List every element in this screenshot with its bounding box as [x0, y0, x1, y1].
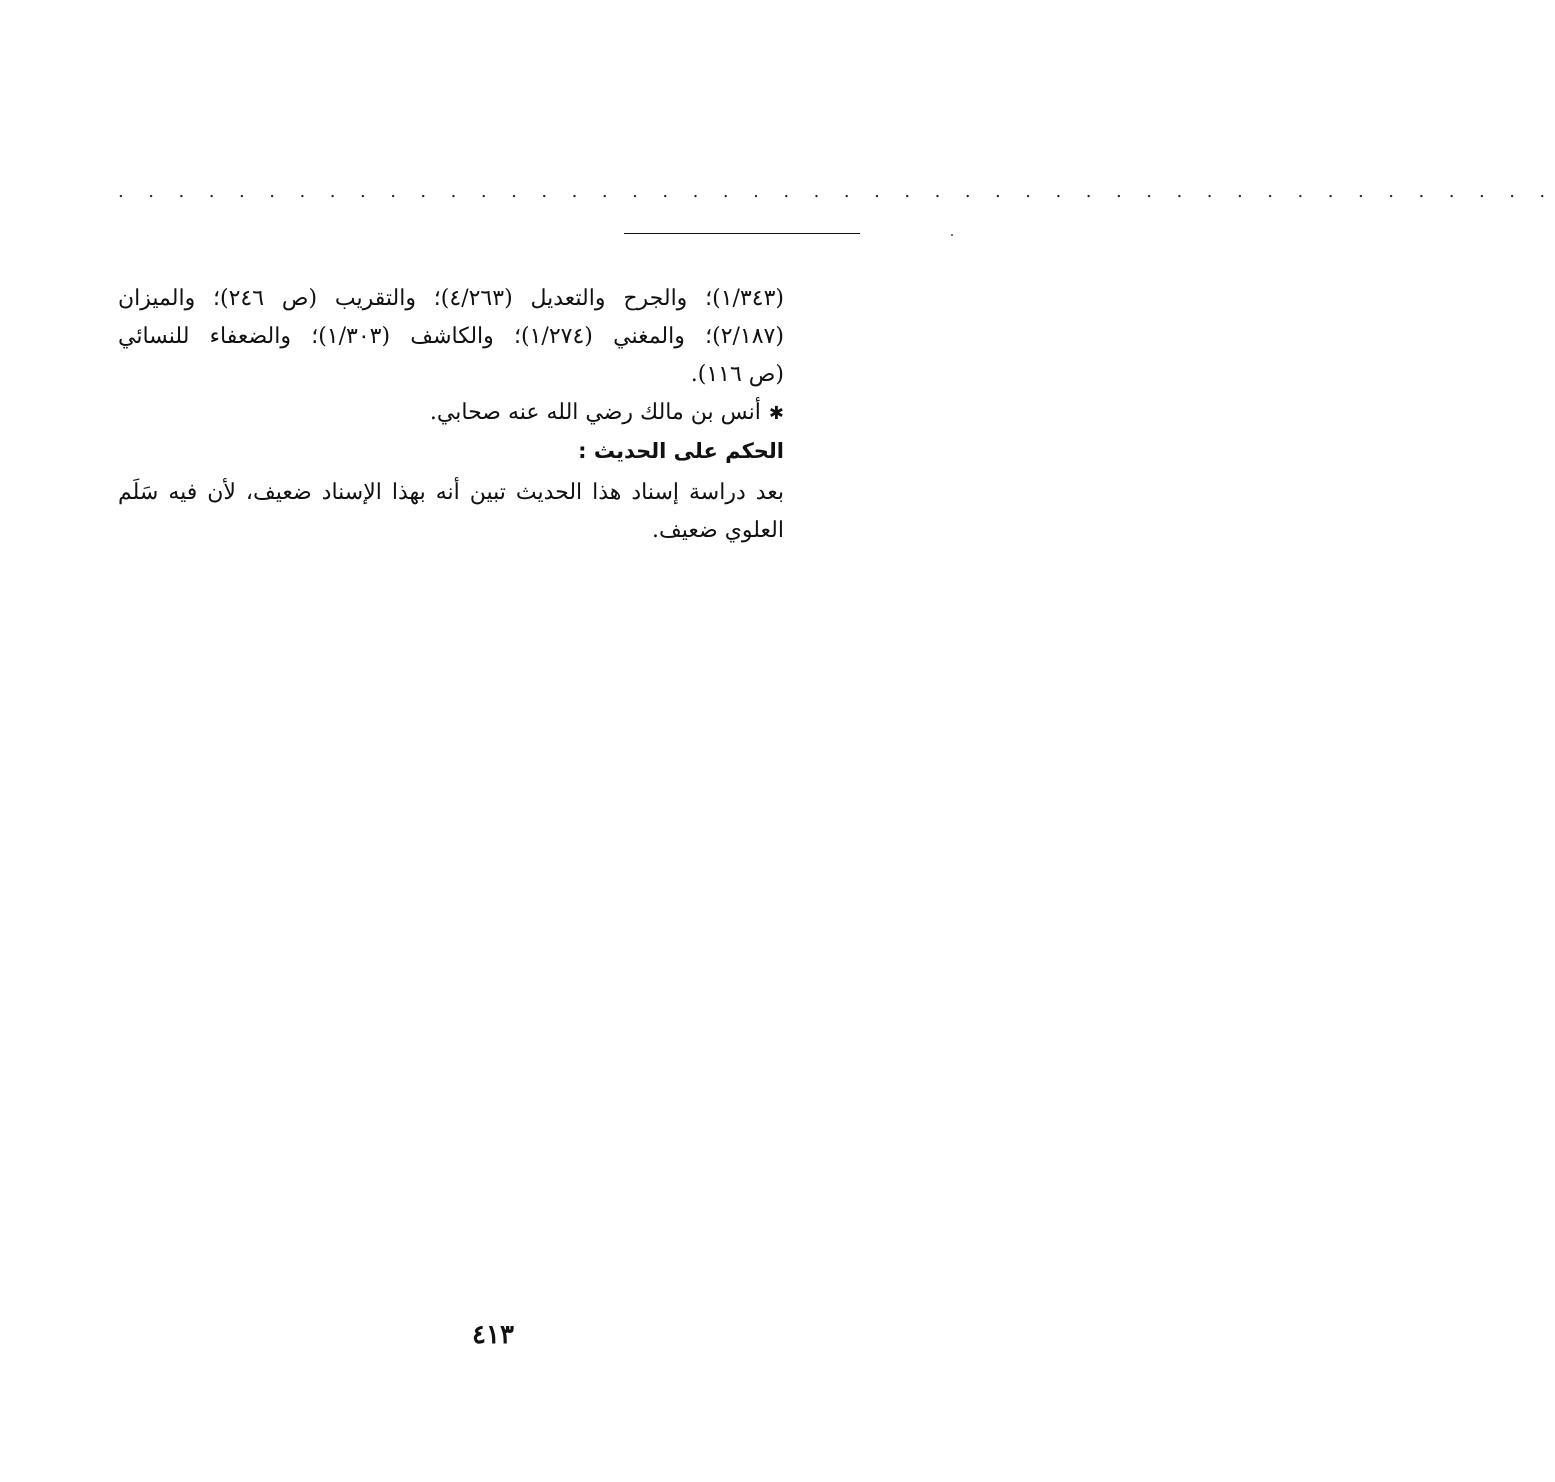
bullet-text: أنس بن مالك رضي الله عنه صحابي.	[429, 400, 761, 425]
footnote-line-1: (١/٣٤٣)؛ والجرح والتعديل (٤/٢٦٣)؛ والتقريب (ص ٢٤٦)؛ والميزان	[118, 286, 784, 311]
ruling-line-2: العلوي ضعيف.	[652, 518, 784, 543]
dotted-separator: . . . . . . . . . . . . . . . . . . . . . . . . . . . . . . . . . . . . . . . . . . . . . . . .	[118, 181, 1555, 202]
footnote-rule	[624, 233, 860, 234]
asterisk-icon: ✱	[768, 403, 784, 424]
margin-dot	[951, 234, 953, 236]
footnote-line-3: (ص ١١٦).	[690, 362, 784, 387]
bullet-line	[118, 394, 784, 432]
ruling-line-1: بعد دراسة إسناد هذا الحديث تبين أنه بهذا الإسناد ضعيف، لأن فيه سَلَم	[118, 480, 784, 505]
page-number: ٤١٣	[472, 1320, 514, 1350]
footnote-line-2: (٢/١٨٧)؛ والمغني (١/٢٧٤)؛ والكاشف (١/٣٠٣)؛ والضعفاء للنسائي	[118, 324, 784, 349]
ruling-heading: الحكم على الحديث :	[578, 439, 784, 463]
page-body	[118, 280, 784, 550]
